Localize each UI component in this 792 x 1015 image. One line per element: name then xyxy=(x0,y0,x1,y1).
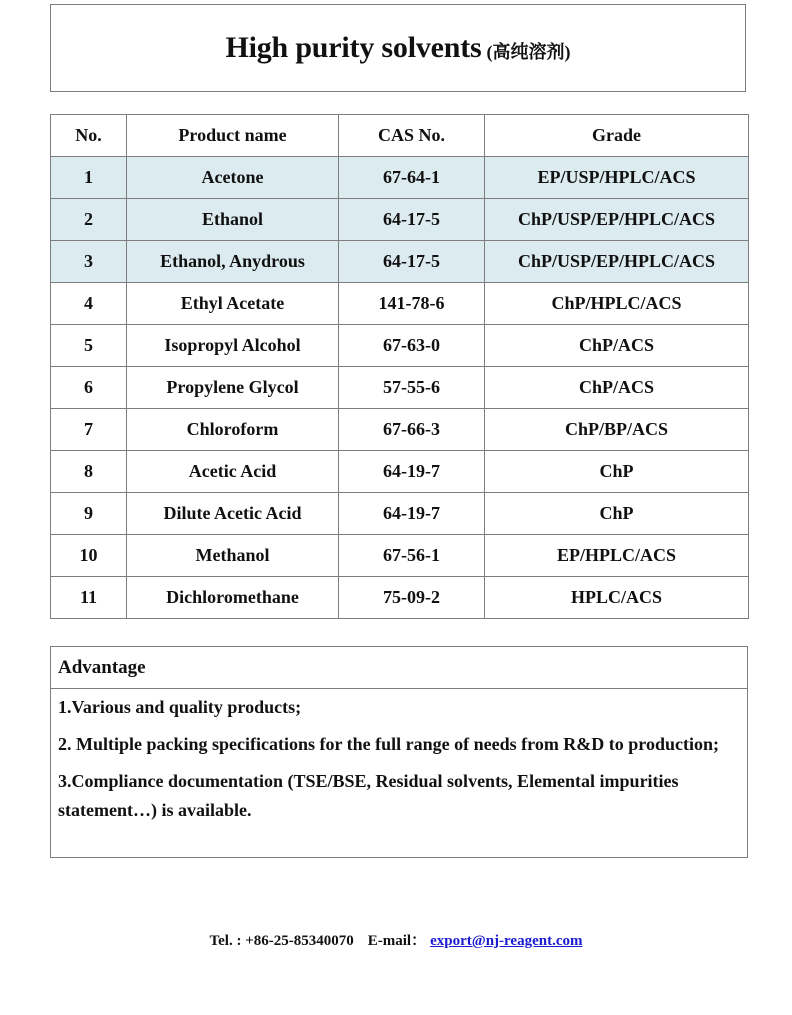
cell-cas-no: 57-55-6 xyxy=(339,367,485,409)
header-cas-no: CAS No. xyxy=(339,115,485,157)
title-box xyxy=(50,4,746,92)
table-row xyxy=(51,283,749,325)
cell-product-name: Dilute Acetic Acid xyxy=(127,493,339,535)
page-subtitle-chinese: (高纯溶剂) xyxy=(486,42,571,62)
telephone: Tel. : +86-25-85340070 xyxy=(209,933,354,949)
advantage-item: 3.Compliance documentation (TSE/BSE, Residual solvents, Elemental impurities statement…) is available. xyxy=(58,771,679,820)
cell-grade: ChP/BP/ACS xyxy=(485,409,749,451)
cell-product-name: Ethyl Acetate xyxy=(127,283,339,325)
header-product-name: Product name xyxy=(127,115,339,157)
cell-product-name: Isopropyl Alcohol xyxy=(127,325,339,367)
table-row xyxy=(51,199,749,241)
table-row xyxy=(51,325,749,367)
cell-no: 9 xyxy=(51,493,127,535)
email-label: E-mail： xyxy=(367,933,427,949)
cell-cas-no: 75-09-2 xyxy=(339,577,485,619)
table-row xyxy=(51,367,749,409)
cell-grade: ChP/ACS xyxy=(485,325,749,367)
table-row xyxy=(51,409,749,451)
contact-footer xyxy=(0,929,792,950)
table-row xyxy=(51,535,749,577)
cell-no: 8 xyxy=(51,451,127,493)
cell-product-name: Ethanol, Anydrous xyxy=(127,241,339,283)
cell-product-name: Chloroform xyxy=(127,409,339,451)
cell-grade: HPLC/ACS xyxy=(485,577,749,619)
cell-grade: ChP/USP/EP/HPLC/ACS xyxy=(485,199,749,241)
products-table xyxy=(50,114,749,619)
cell-grade: EP/HPLC/ACS xyxy=(485,535,749,577)
email-link[interactable]: export@nj-reagent.com xyxy=(430,933,583,949)
cell-no: 1 xyxy=(51,157,127,199)
cell-grade: ChP/HPLC/ACS xyxy=(485,283,749,325)
cell-cas-no: 67-56-1 xyxy=(339,535,485,577)
cell-grade: ChP xyxy=(485,451,749,493)
cell-cas-no: 64-17-5 xyxy=(339,199,485,241)
header-no: No. xyxy=(51,115,127,157)
cell-cas-no: 141-78-6 xyxy=(339,283,485,325)
cell-product-name: Methanol xyxy=(127,535,339,577)
cell-no: 10 xyxy=(51,535,127,577)
cell-cas-no: 64-17-5 xyxy=(339,241,485,283)
advantage-item: 2. Multiple packing specifications for the full range of needs from R&D to production; xyxy=(58,734,719,754)
cell-cas-no: 67-64-1 xyxy=(339,157,485,199)
table-row xyxy=(51,451,749,493)
cell-product-name: Acetic Acid xyxy=(127,451,339,493)
cell-no: 4 xyxy=(51,283,127,325)
cell-no: 2 xyxy=(51,199,127,241)
table-row xyxy=(51,493,749,535)
cell-product-name: Ethanol xyxy=(127,199,339,241)
table-row xyxy=(51,241,749,283)
advantage-box xyxy=(50,646,748,858)
table-row xyxy=(51,157,749,199)
page-title: High purity solvents xyxy=(225,31,482,64)
cell-no: 3 xyxy=(51,241,127,283)
advantage-item: 1.Various and quality products; xyxy=(58,697,302,717)
cell-no: 6 xyxy=(51,367,127,409)
table-row xyxy=(51,577,749,619)
header-grade: Grade xyxy=(485,115,749,157)
advantage-list xyxy=(51,689,747,825)
table-header-row xyxy=(51,115,749,157)
cell-cas-no: 67-66-3 xyxy=(339,409,485,451)
cell-grade: EP/USP/HPLC/ACS xyxy=(485,157,749,199)
cell-product-name: Propylene Glycol xyxy=(127,367,339,409)
cell-cas-no: 67-63-0 xyxy=(339,325,485,367)
cell-no: 7 xyxy=(51,409,127,451)
cell-cas-no: 64-19-7 xyxy=(339,451,485,493)
cell-grade: ChP/ACS xyxy=(485,367,749,409)
cell-grade: ChP/USP/EP/HPLC/ACS xyxy=(485,241,749,283)
cell-cas-no: 64-19-7 xyxy=(339,493,485,535)
cell-product-name: Acetone xyxy=(127,157,339,199)
cell-no: 5 xyxy=(51,325,127,367)
advantage-heading: Advantage xyxy=(51,647,747,689)
cell-grade: ChP xyxy=(485,493,749,535)
cell-product-name: Dichloromethane xyxy=(127,577,339,619)
cell-no: 11 xyxy=(51,577,127,619)
